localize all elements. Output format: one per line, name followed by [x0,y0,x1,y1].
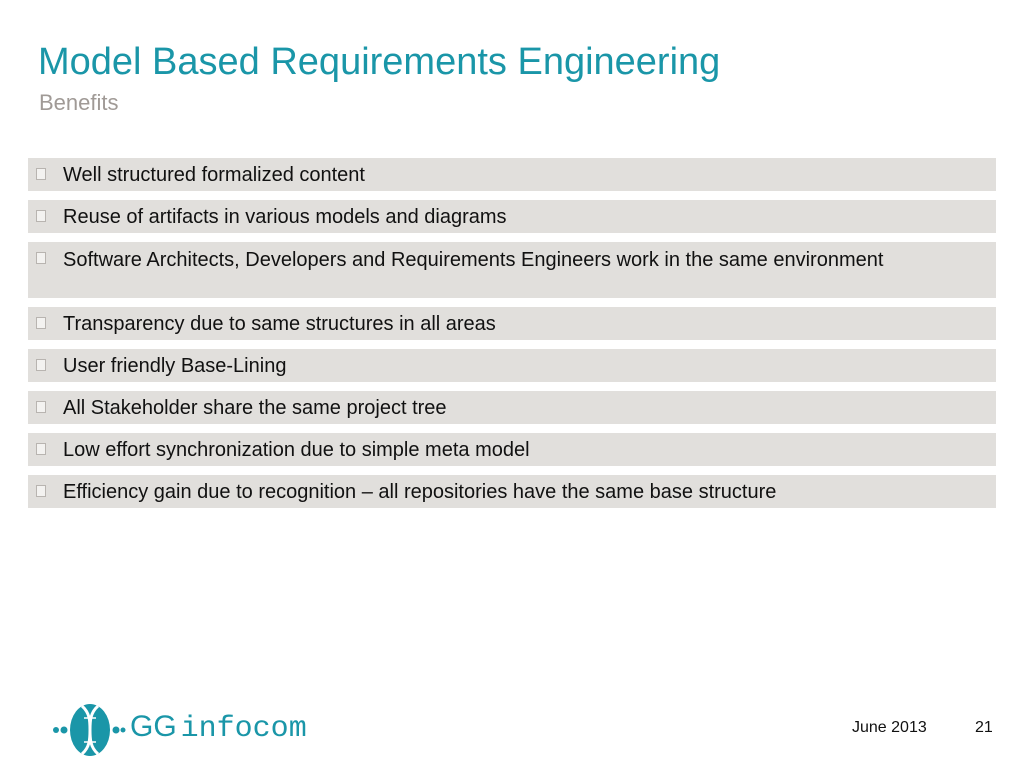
bullet-icon [36,252,46,264]
bullet-icon [36,401,46,413]
dna-logo-icon [52,700,126,760]
bullet-icon [36,443,46,455]
benefit-text: Efficiency gain due to recognition – all repositories have the same base structure [63,481,777,503]
benefits-list [28,158,996,517]
benefit-text: User friendly Base-Lining [63,355,287,377]
benefit-text: Software Architects, Developers and Requirements Engineers work in the same environment [63,249,884,271]
benefit-item [28,391,996,424]
benefit-text: Well structured formalized content [63,164,365,186]
bullet-icon [36,168,46,180]
benefit-text: All Stakeholder share the same project tree [63,397,447,419]
logo-infocom-text: infocom [180,712,307,746]
benefit-item [28,433,996,466]
benefit-item [28,242,996,298]
benefit-item [28,307,996,340]
logo-gg-text: GG [130,710,177,743]
bullet-icon [36,210,46,222]
bullet-icon [36,485,46,497]
company-logo [52,698,332,762]
benefit-item [28,200,996,233]
slide-title: Model Based Requirements Engineering [38,41,721,83]
benefit-item [28,475,996,508]
benefit-item [28,349,996,382]
benefit-text: Transparency due to same structures in all areas [63,313,496,335]
bullet-icon [36,359,46,371]
benefit-text: Reuse of artifacts in various models and diagrams [63,206,507,228]
page-number: 21 [975,719,993,736]
benefit-item [28,158,996,191]
bullet-icon [36,317,46,329]
slide-subtitle: Benefits [39,90,119,115]
benefit-text: Low effort synchronization due to simple meta model [63,439,530,461]
footer-date: June 2013 [852,719,927,736]
